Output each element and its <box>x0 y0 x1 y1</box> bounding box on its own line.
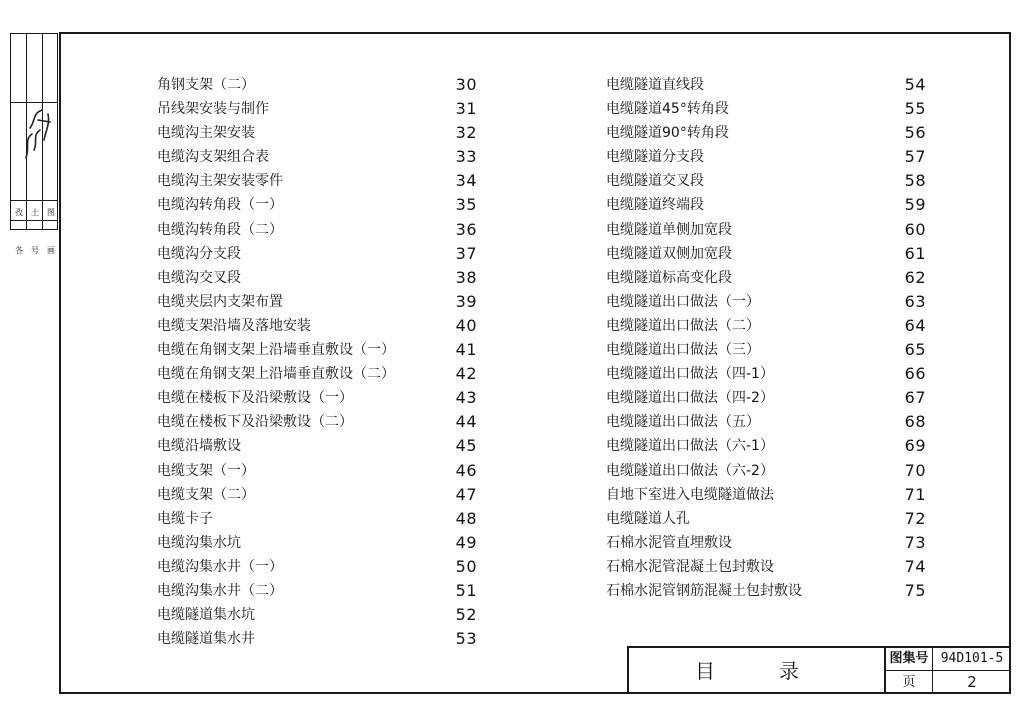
toc-entry-page: 61 <box>904 243 926 263</box>
toc-entry <box>157 627 477 651</box>
toc-entry-title: 电缆支架（一） <box>157 462 255 479</box>
toc-entry-page: 60 <box>904 219 926 239</box>
toc-entry-page: 72 <box>904 508 926 528</box>
toc-entry <box>606 459 926 483</box>
toc-entry-title: 电缆隧道交叉段 <box>606 173 704 190</box>
toc-entry-title: 电缆卡子 <box>157 510 213 527</box>
toc-entry-title: 电缆隧道出口做法（二） <box>606 317 760 334</box>
toc-entry-title: 电缆沟交叉段 <box>157 269 241 286</box>
toc-entry <box>606 169 926 193</box>
toc-entry <box>157 338 477 362</box>
toc-entry-page: 30 <box>455 75 477 94</box>
toc-entry-title: 电缆沟分支段 <box>157 245 241 262</box>
toc-entry <box>606 290 926 314</box>
toc-right-column <box>606 73 926 603</box>
toc-entry <box>606 410 926 434</box>
toc-entry-title: 电缆隧道出口做法（六-1） <box>606 438 774 455</box>
toc-entry-page: 46 <box>455 460 477 480</box>
toc-entry <box>157 145 477 169</box>
stamp-cell: 图 <box>47 208 55 217</box>
toc-entry-title: 电缆隧道标高变化段 <box>606 269 732 286</box>
toc-entry-title: 电缆隧道出口做法（一） <box>606 293 760 310</box>
toc-entry-page: 66 <box>904 364 926 384</box>
toc-entry-title: 电缆隧道90°转角段 <box>606 125 729 142</box>
page-label: 页 <box>886 671 933 694</box>
toc-entry <box>157 314 477 338</box>
toc-entry-title: 石棉水泥管混凝土包封敷设 <box>606 558 774 575</box>
toc-entry <box>606 434 926 458</box>
toc-entry-page: 43 <box>455 388 477 408</box>
handwritten-signature <box>20 100 54 162</box>
toc-entry-page: 69 <box>904 436 926 456</box>
toc-entry <box>157 97 477 121</box>
toc-entry <box>157 459 477 483</box>
toc-entry-page: 68 <box>904 412 926 432</box>
toc-entry <box>606 338 926 362</box>
atlas-number-value: 94D101-5 <box>933 648 1011 671</box>
toc-entry-page: 51 <box>455 580 477 600</box>
toc-entry-page: 48 <box>455 508 477 528</box>
toc-entry-page: 57 <box>904 147 926 167</box>
toc-entry <box>606 507 926 531</box>
toc-entry-page: 40 <box>455 315 477 335</box>
toc-entry-title: 电缆隧道集水井 <box>157 631 255 648</box>
toc-entry <box>606 97 926 121</box>
atlas-number-label: 图集号 <box>886 648 933 671</box>
toc-entry-title: 电缆在角钢支架上沿墙垂直敷设（二） <box>157 366 395 383</box>
page-number-value: 2 <box>967 673 977 691</box>
toc-entry <box>157 290 477 314</box>
toc-entry-page: 75 <box>904 580 926 600</box>
toc-entry-page: 73 <box>904 532 926 552</box>
toc-entry-page: 42 <box>455 364 477 384</box>
toc-entry-title: 电缆隧道直线段 <box>606 77 704 93</box>
toc-entry <box>606 555 926 579</box>
toc-entry-page: 74 <box>904 556 926 576</box>
toc-entry-page: 52 <box>455 605 477 625</box>
toc-entry-title: 电缆沟主架安装零件 <box>157 173 283 190</box>
toc-entry-page: 54 <box>904 75 926 94</box>
toc-entry <box>606 386 926 410</box>
toc-entry-page: 63 <box>904 291 926 311</box>
toc-entry-title: 电缆在角钢支架上沿墙垂直敷设（一） <box>157 342 395 359</box>
toc-entry-page: 41 <box>455 340 477 360</box>
toc-entry <box>157 579 477 603</box>
toc-entry-title: 电缆沟集水井（一） <box>157 558 283 575</box>
toc-entry <box>606 145 926 169</box>
toc-entry <box>157 483 477 507</box>
toc-entry <box>157 73 477 97</box>
toc-entry <box>157 362 477 386</box>
toc-entry <box>157 386 477 410</box>
toc-entry <box>157 434 477 458</box>
toc-entry-page: 34 <box>455 171 477 191</box>
toc-entry-title: 电缆支架沿墙及落地安装 <box>157 317 311 334</box>
toc-entry <box>606 193 926 217</box>
toc-entry <box>157 266 477 290</box>
toc-entry-title: 电缆在楼板下及沿梁敷设（二） <box>157 414 353 431</box>
toc-entry <box>157 218 477 242</box>
toc-entry-page: 59 <box>904 195 926 215</box>
toc-entry-title: 电缆沟主架安装 <box>157 125 255 142</box>
toc-entry-page: 32 <box>455 123 477 143</box>
toc-entry-page: 38 <box>455 267 477 287</box>
title-block <box>627 646 1011 694</box>
toc-entry <box>606 579 926 603</box>
toc-entry-title: 电缆沟集水井（二） <box>157 582 283 599</box>
toc-entry-title: 电缆沟集水坑 <box>157 534 241 551</box>
toc-entry-title: 电缆隧道集水坑 <box>157 607 255 624</box>
toc-entry-title: 角钢支架（二） <box>157 77 255 93</box>
toc-entry-title: 电缆隧道出口做法（六-2） <box>606 462 774 479</box>
toc-entry-title: 自地下室进入电缆隧道做法 <box>606 486 774 503</box>
toc-entry <box>606 483 926 507</box>
toc-entry <box>606 73 926 97</box>
toc-entry-page: 64 <box>904 315 926 335</box>
toc-entry-page: 55 <box>904 99 926 119</box>
stamp-cell: 孜 <box>15 208 23 217</box>
toc-entry <box>157 169 477 193</box>
toc-entry <box>157 507 477 531</box>
toc-entry <box>157 193 477 217</box>
toc-entry-title: 电缆隧道单侧加宽段 <box>606 221 732 238</box>
toc-entry-page: 53 <box>455 629 477 649</box>
toc-entry <box>606 531 926 555</box>
stamp-cell: 号 <box>31 246 39 255</box>
toc-left-column <box>157 73 477 651</box>
toc-entry-title: 吊线架安装与制作 <box>157 101 269 118</box>
toc-entry-page: 58 <box>904 171 926 191</box>
toc-entry-title: 电缆沟支架组合表 <box>157 149 269 166</box>
toc-entry <box>157 531 477 555</box>
toc-entry-page: 31 <box>455 99 477 119</box>
toc-entry <box>606 218 926 242</box>
toc-entry <box>157 603 477 627</box>
toc-entry <box>606 314 926 338</box>
toc-entry-page: 45 <box>455 436 477 456</box>
toc-entry-title: 电缆隧道出口做法（三） <box>606 342 760 359</box>
toc-entry-page: 35 <box>455 195 477 215</box>
toc-entry-title: 电缆隧道出口做法（四-2） <box>606 390 774 407</box>
toc-entry-page: 39 <box>455 291 477 311</box>
toc-entry-title: 石棉水泥管钢筋混凝土包封敷设 <box>606 582 802 599</box>
toc-entry <box>157 410 477 434</box>
toc-entry-title: 电缆隧道出口做法（五） <box>606 414 760 431</box>
title-char: 目 <box>695 659 715 683</box>
toc-entry-title: 电缆在楼板下及沿梁敷设（一） <box>157 390 353 407</box>
stamp-cell: 各 <box>15 246 23 255</box>
toc-entry <box>157 242 477 266</box>
toc-entry-page: 71 <box>904 484 926 504</box>
toc-entry-title: 电缆沟转角段（一） <box>157 197 283 214</box>
toc-entry-page: 67 <box>904 388 926 408</box>
toc-entry-title: 电缆夹层内支架布置 <box>157 293 283 310</box>
toc-entry-title: 电缆沿墙敷设 <box>157 438 241 455</box>
toc-entry <box>606 242 926 266</box>
toc-entry-title: 电缆隧道人孔 <box>606 510 690 527</box>
toc-entry-title: 电缆隧道双侧加宽段 <box>606 245 732 262</box>
toc-entry <box>157 121 477 145</box>
title-char: 录 <box>779 659 799 683</box>
toc-entry-title: 电缆支架（二） <box>157 486 255 503</box>
toc-entry-page: 47 <box>455 484 477 504</box>
toc-entry <box>606 121 926 145</box>
toc-entry <box>157 555 477 579</box>
toc-entry-page: 44 <box>455 412 477 432</box>
toc-entry-page: 33 <box>455 147 477 167</box>
title-cell <box>629 648 886 694</box>
toc-entry-title: 电缆隧道终端段 <box>606 197 704 214</box>
toc-entry <box>606 362 926 386</box>
toc-entry <box>606 266 926 290</box>
toc-entry-title: 电缆沟转角段（二） <box>157 221 283 238</box>
scan-speck: · <box>706 528 709 537</box>
toc-entry-page: 62 <box>904 267 926 287</box>
toc-entry-page: 49 <box>455 532 477 552</box>
toc-entry-page: 56 <box>904 123 926 143</box>
toc-entry-title: 电缆隧道出口做法（四-1） <box>606 366 774 383</box>
toc-entry-page: 50 <box>455 556 477 576</box>
toc-entry-page: 65 <box>904 340 926 360</box>
stamp-cell: 土 <box>31 208 39 217</box>
toc-entry-page: 37 <box>455 243 477 263</box>
toc-entry-title: 电缆隧道45°转角段 <box>606 101 729 118</box>
toc-entry-page: 36 <box>455 219 477 239</box>
toc-entry-title: 电缆隧道分支段 <box>606 149 704 166</box>
stamp-cell: 画 <box>47 246 55 255</box>
toc-entry-page: 70 <box>904 460 926 480</box>
toc-entry-title: 石棉水泥管直埋敷设 <box>606 534 732 551</box>
